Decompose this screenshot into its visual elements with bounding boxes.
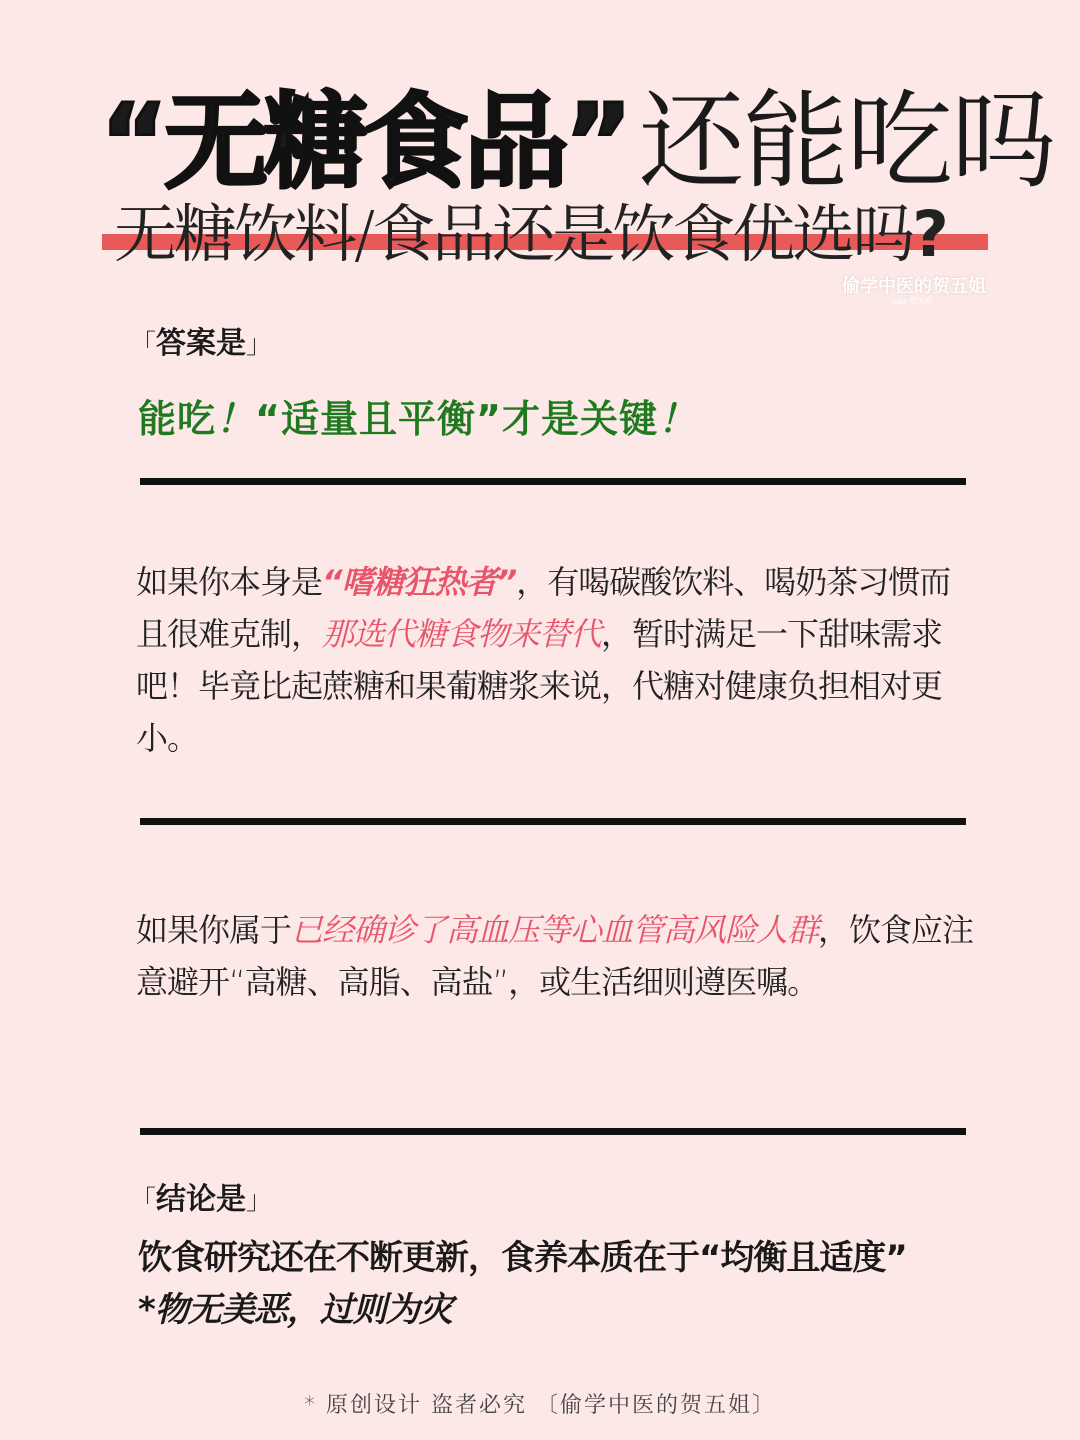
exclamation-2: ！ — [657, 397, 697, 441]
title-bold-part: “无糖食品” — [100, 81, 629, 203]
p1-highlight-2: 那选代糖食物来替代 — [322, 615, 602, 653]
subtitle-block — [100, 182, 1000, 271]
subtitle-question-mark: ? — [912, 198, 946, 271]
title-thin-part: 还能吃吗 — [638, 80, 1055, 203]
exclamation-1: ！ — [216, 397, 256, 441]
p1-text-1: 如果你本身是 — [136, 563, 323, 601]
page-title — [100, 68, 1055, 203]
answer-label — [130, 318, 272, 362]
bracket-open: 「 — [130, 330, 157, 360]
conclusion-label — [130, 1174, 272, 1218]
p1-text-2: ，有喝碳酸饮料、喝奶茶习惯而且很难克制， — [136, 563, 951, 653]
subtitle — [114, 184, 946, 275]
conclusion-line-2: *物无美恶，过则为灾 — [138, 1290, 452, 1330]
footer-copyright: * 原创设计 盗者必究 〔偷学中医的贺五姐〕 — [304, 1393, 776, 1418]
p2-text-2: ，饮食应注意避开“高糖、高脂、高盐”，或生活细则遵医嘱。 — [136, 911, 974, 1001]
answer-head-part1: 能吃 — [138, 397, 217, 441]
divider-1 — [140, 478, 966, 485]
p2-text-1: 如果你属于 — [136, 911, 292, 949]
bracket-open: 「 — [130, 1186, 157, 1216]
conclusion-label-text: 结论是 — [156, 1182, 247, 1217]
conclusion-line-1: 饮食研究还在不断更新，食养本质在于“均衡且适度” — [138, 1238, 907, 1278]
p1-text-3: ，暂时满足一下甜味需求吧！毕竟比起蔗糖和果葡糖浆来说，代糖对健康负担相对更小。 — [136, 615, 943, 757]
bracket-close: 」 — [246, 1186, 273, 1216]
watermark-sub: Just 贺五姐 — [892, 297, 934, 306]
watermark: 偷学中医的贺五姐 — [842, 276, 986, 297]
divider-2 — [140, 818, 966, 825]
answer-head-part2: “适量且平衡”才是关键 — [255, 397, 658, 441]
p2-highlight-1: 已经确诊了高血压等心血管高风险人群 — [291, 911, 819, 949]
conclusion-text — [138, 1232, 998, 1336]
bracket-close: 」 — [246, 330, 273, 360]
p1-highlight-1: “嗜糖狂热者” — [322, 563, 517, 601]
answer-headline — [138, 388, 697, 443]
divider-3 — [140, 1128, 966, 1135]
paragraph-2 — [136, 904, 976, 1008]
answer-label-text: 答案是 — [156, 326, 247, 361]
subtitle-text: 无糖饮料/食品还是饮食优选吗 — [114, 198, 913, 271]
paragraph-1 — [136, 556, 976, 764]
